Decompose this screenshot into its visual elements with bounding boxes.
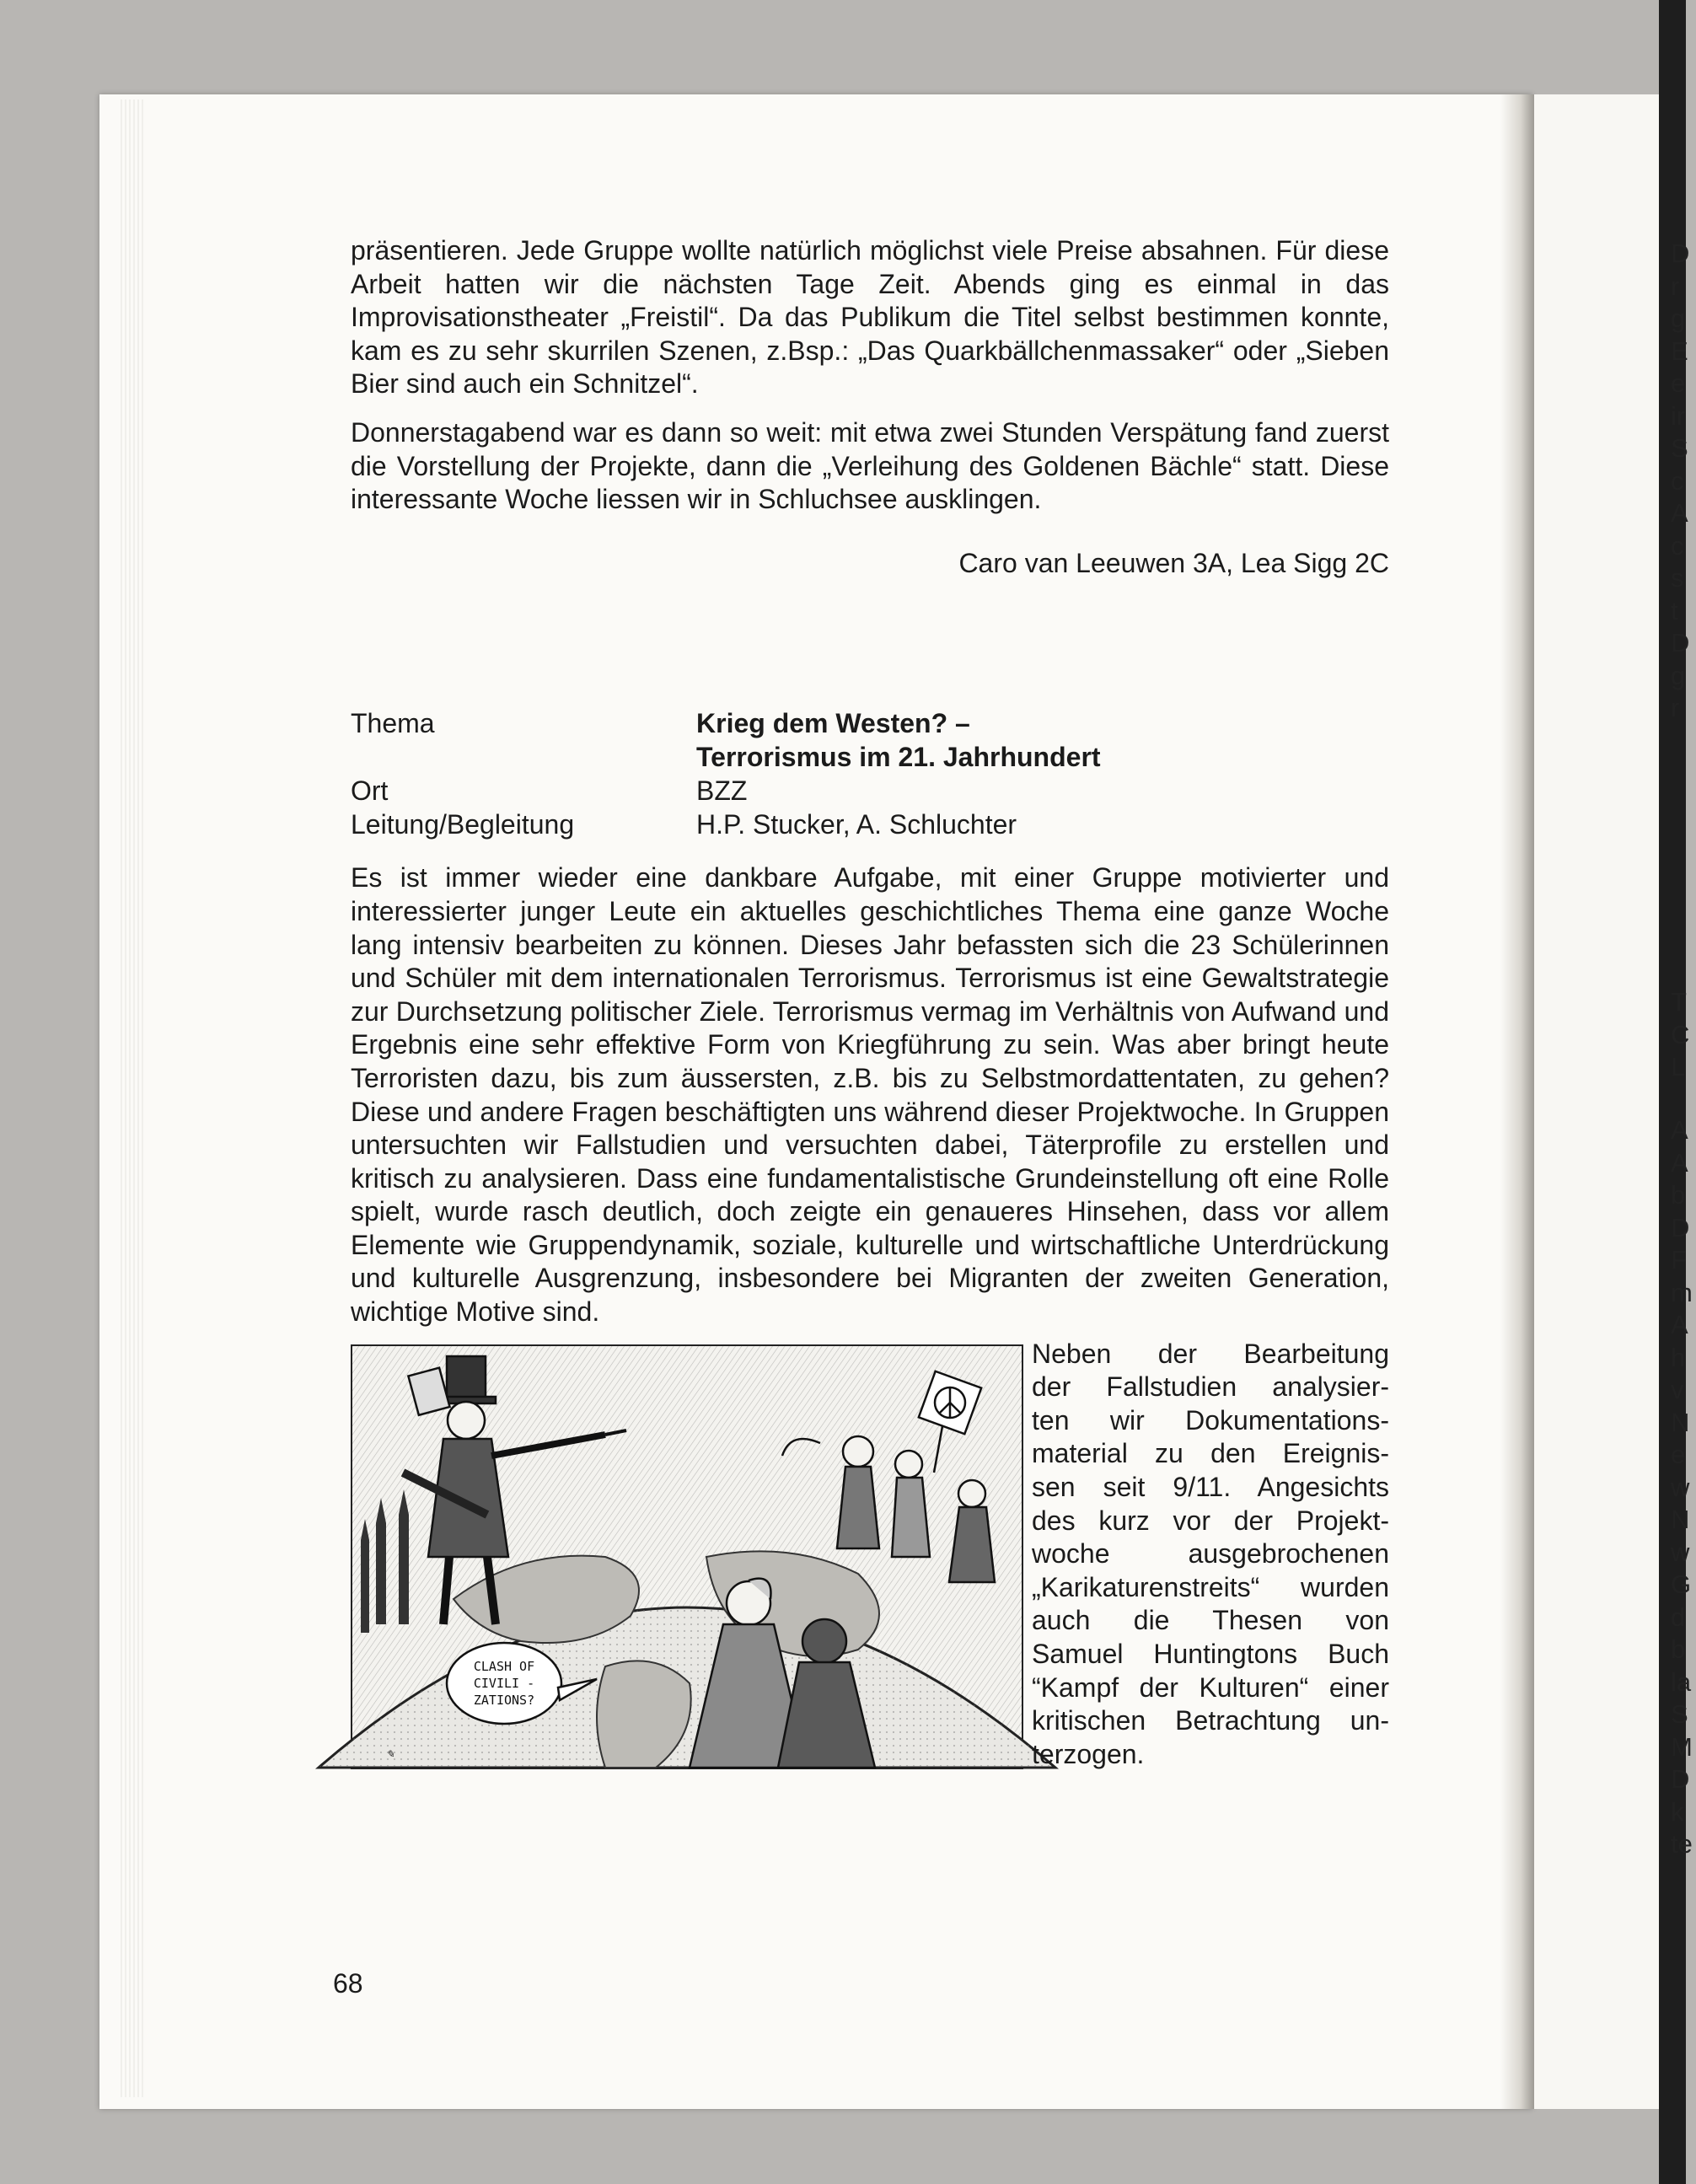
side-text-line: Samuel Huntingtons Buch bbox=[1032, 1639, 1389, 1669]
right-page-fragment: b bbox=[1671, 1180, 1686, 1210]
right-page-fragment: s bbox=[1671, 563, 1684, 593]
right-page-fragment: L bbox=[1671, 1052, 1686, 1081]
right-page-fragment: E bbox=[1671, 335, 1688, 366]
right-page-fragment: c bbox=[1671, 530, 1684, 561]
project-body-text: Es ist immer wieder eine dankbare Aufgabe, mit einer Gruppe motivierter und interessierter junger Leute ein aktuelles geschichtliches Thema eine ganze Woche lang intensiv bearbeiten zu können. Dieses Jahr befassten sich die 23 Schülerinnen und Schüler mit dem internationalen Terrorismus. Terrorismus ist eine Gewaltstrategie zur Durchsetzung politischer Ziele. Terrorismus vermag im Verhältnis von Aufwand und Ergebnis eine sehr effektive Form von Kriegführung zu sein. Was aber bringt heute Terroristen dazu, bis zum äussersten, z.B. bis zu Selbstmordattentaten, zu gehen? Diese und andere Fragen beschäftigten uns während dieser Projektwoche. In Gruppen untersuchten wir Fallstudien und versuchten dabei, Täterprofile zu erstellen und kritisch zu analysieren. Dass eine fundamentalistische Grundeinstellung oft eine Rolle spielt, wurde rasch deutlich, doch zeigte ein genaueres Hinsehen, dass vor allem Elemente wie Gruppendynamik, soziale, kulturelle und wirtschaftliche Unterdrückung und kulturelle Ausgrenzung, insbesondere bei Migranten der zweiten Generation, wichtige Motive sind. bbox=[351, 862, 1389, 1328]
right-page-fragment: A bbox=[1671, 1115, 1688, 1145]
clash-of-civilizations-cartoon bbox=[352, 1346, 1022, 1768]
cartoon-side-text bbox=[1032, 1338, 1389, 1772]
right-page-fragment: A bbox=[1671, 1310, 1688, 1339]
right-page-fragment: k bbox=[1671, 1796, 1684, 1827]
paragraph-2: Donnerstagabend war es dann so weit: mit etwa zwei Stunden Verspätung fand zuerst die Vorstellung der Projekte, dann die „Verleihung des Goldenen Bächle“ statt. Diese interessante Woche liessen wir in Schluchsee ausklingen. bbox=[351, 416, 1389, 515]
right-page-fragment: A bbox=[1671, 1147, 1688, 1178]
cartoon-image bbox=[351, 1344, 1023, 1769]
right-page-fragment: g bbox=[1671, 303, 1686, 333]
paragraph-1: präsentieren. Jede Gruppe wollte natürlich möglichst viele Preise absahnen. Für diese Arbeit hatten wir die nächsten Tage Zeit. Abends ging es einmal in das Improvisationstheater „Freistil“. Da das Publikum die Titel selbst bestimmen konnte, kam es zu sehr skurrilen Szenen, z.Bsp.: „Das Quarkbällchenmassaker“ oder „Sieben Bier sind auch ein Schnitzel“. bbox=[351, 235, 1389, 400]
side-text-line: ten wir Dokumentations- bbox=[1032, 1404, 1389, 1435]
right-page-fragment: w bbox=[1671, 1472, 1690, 1502]
leitung-label: Leitung/Begleitung bbox=[351, 809, 575, 840]
side-text-line: „Karikaturenstreits“ wurden bbox=[1032, 1571, 1389, 1602]
right-page-fragment: N bbox=[1671, 1407, 1690, 1437]
side-text-line: terzogen. bbox=[1032, 1738, 1145, 1769]
side-text-line: auch die Thesen von bbox=[1032, 1605, 1389, 1636]
right-page-fragment: e bbox=[1671, 1440, 1686, 1469]
side-text-line: Neben der Bearbeitung bbox=[1032, 1338, 1389, 1369]
right-page-fragment: g bbox=[1671, 660, 1686, 690]
right-page-fragment: w bbox=[1671, 1537, 1690, 1567]
thema-label: Thema bbox=[351, 708, 435, 739]
right-page-fragments-bottom-a bbox=[1671, 986, 1696, 1084]
author-signature: Caro van Leeuwen 3A, Lea Sigg 2C bbox=[958, 547, 1389, 578]
right-page-fragment: t bbox=[1671, 595, 1678, 625]
cartoon-section bbox=[351, 1338, 1389, 1776]
right-page-fragment: v bbox=[1671, 1375, 1684, 1404]
right-page-fragment: T bbox=[1671, 987, 1687, 1017]
side-text-line: kritischen Betrachtung un- bbox=[1032, 1705, 1389, 1736]
right-page-fragments-bottom-b bbox=[1671, 1114, 1696, 1861]
book-gutter bbox=[1500, 94, 1534, 2109]
bubble-line-2: CIVILI - bbox=[473, 1675, 535, 1691]
right-page-fragment: D bbox=[1671, 1764, 1690, 1794]
right-page-fragment: D bbox=[1671, 1212, 1690, 1242]
page-number: 68 bbox=[333, 1968, 363, 1999]
right-page-fragment: e bbox=[1671, 368, 1686, 398]
right-page-fragment: D bbox=[1671, 628, 1690, 657]
side-text-line: “Kampf der Kulturen“ einer bbox=[1032, 1672, 1389, 1703]
side-text-line: des kurz vor der Projekt- bbox=[1032, 1505, 1389, 1536]
right-page-fragment: G bbox=[1671, 1570, 1692, 1599]
article-content bbox=[351, 234, 1389, 1776]
right-page-fragment: r bbox=[1671, 693, 1680, 722]
right-page-fragment: b bbox=[1671, 1634, 1686, 1664]
right-page-fragment: F bbox=[1671, 1245, 1687, 1274]
ort-value: BZZ bbox=[696, 775, 748, 807]
right-page-fragment: la bbox=[1671, 1666, 1692, 1697]
right-page-fragments-top bbox=[1671, 238, 1696, 725]
right-page-fragment: S bbox=[1671, 433, 1688, 463]
right-page-fragment: d bbox=[1671, 1602, 1686, 1632]
bubble-line-1: CLASH OF bbox=[473, 1658, 535, 1674]
right-page-fragment: C bbox=[1671, 1019, 1690, 1049]
right-page-fragment: c bbox=[1671, 465, 1684, 496]
side-text-line: woche ausgebrochenen bbox=[1032, 1538, 1389, 1570]
right-page-fragment: N bbox=[1671, 1505, 1690, 1534]
right-page-fragment: D bbox=[1671, 239, 1690, 268]
project-meta bbox=[351, 706, 1389, 841]
right-page-fragment: S bbox=[1671, 1699, 1688, 1729]
side-text-line: material zu den Ereignis- bbox=[1032, 1438, 1389, 1469]
right-page-fragment: te bbox=[1671, 1829, 1693, 1859]
right-page-fragment: r bbox=[1671, 271, 1680, 301]
bubble-line-3: ZATIONS? bbox=[473, 1692, 535, 1708]
cartoonist-mark: ✎ bbox=[386, 1747, 395, 1760]
right-page-fragment: M bbox=[1671, 1731, 1693, 1762]
right-page-fragment: ir bbox=[1671, 400, 1686, 431]
right-page-fragment: A bbox=[1671, 498, 1688, 528]
thema-title-line-1: Krieg dem Westen? – bbox=[696, 708, 970, 739]
leitung-value: H.P. Stucker, A. Schluchter bbox=[696, 809, 1017, 840]
right-page-fragment: h bbox=[1671, 1342, 1686, 1372]
thema-title-line-2: Terrorismus im 21. Jahrhundert bbox=[696, 742, 1101, 773]
side-text-line: sen seit 9/11. Angesichts bbox=[1032, 1472, 1389, 1503]
right-page-fragment: m bbox=[1671, 1277, 1693, 1307]
ort-label: Ort bbox=[351, 775, 389, 807]
side-text-line: der Fallstudien analysier- bbox=[1032, 1371, 1389, 1403]
page-edges bbox=[118, 99, 143, 2097]
